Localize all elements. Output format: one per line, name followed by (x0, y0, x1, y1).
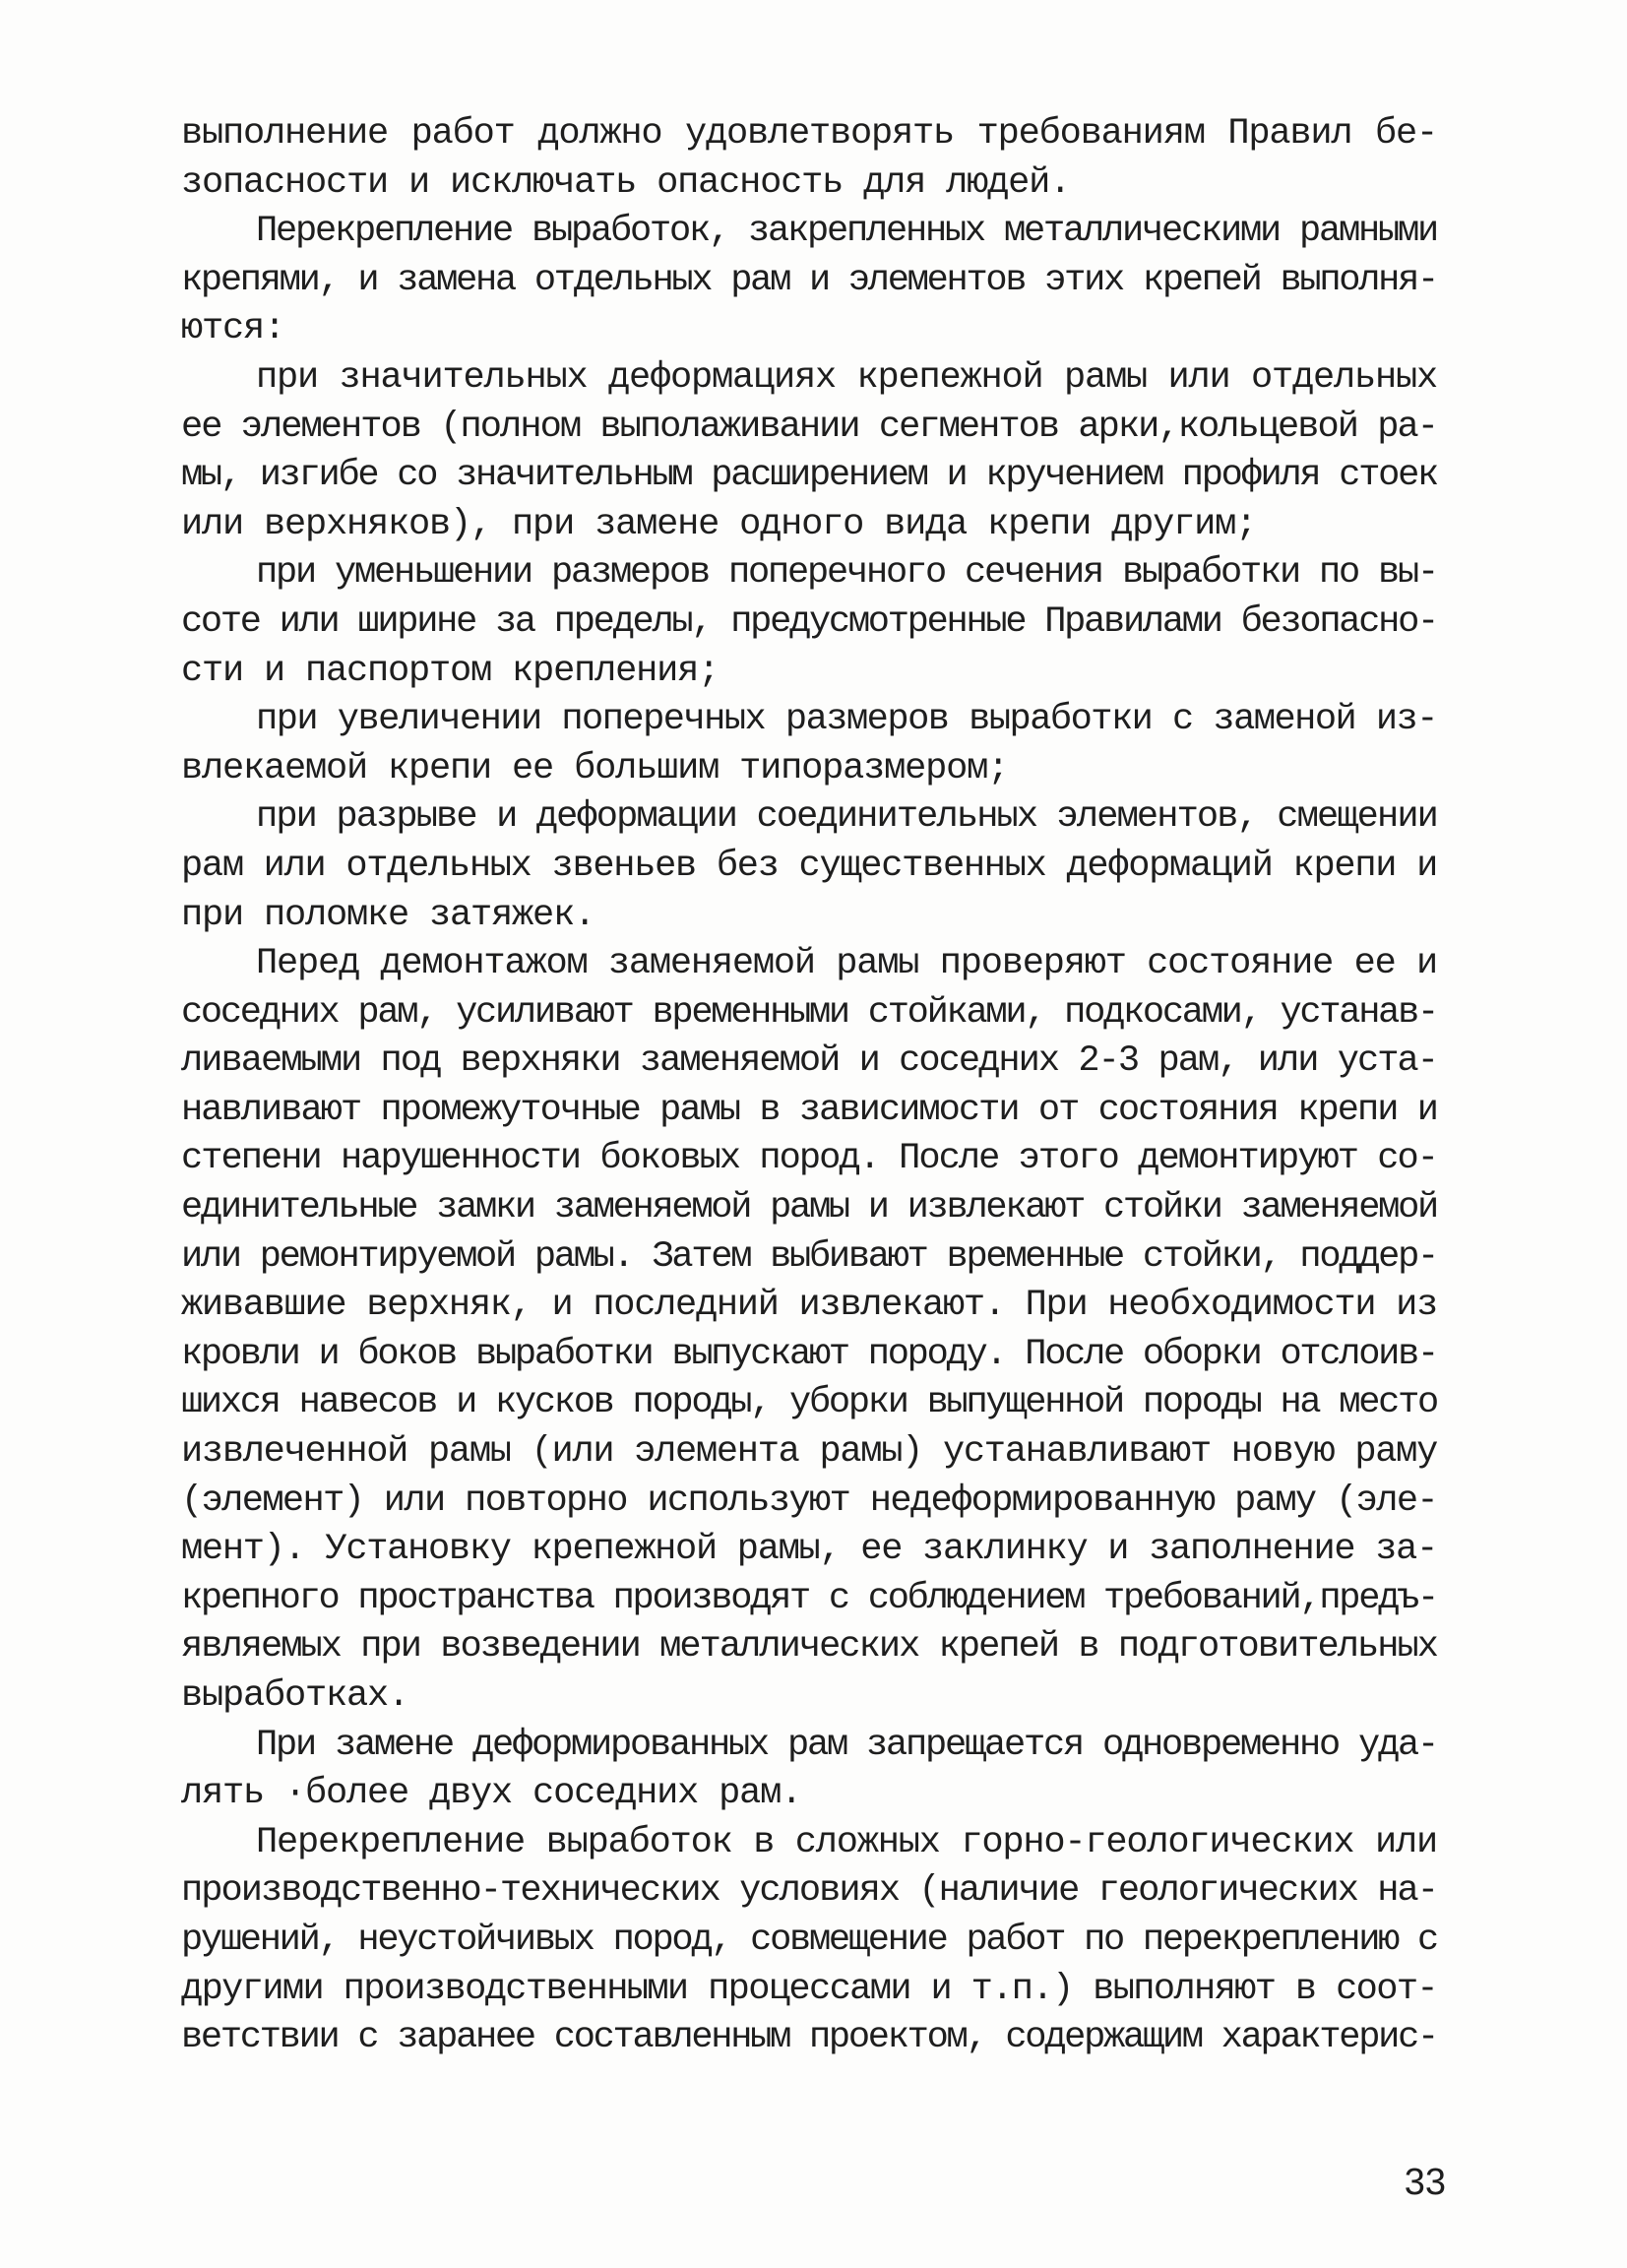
body-text (181, 110, 1437, 2063)
text-line: извлеченной рамы (или элемента рамы) устанавливают новую раму (181, 1431, 1437, 1474)
text-line: мент). Установку крепежной рамы, ее заклинку и заполнение за- (181, 1529, 1437, 1571)
text-line: другими производственными процессами и т.п.) выполняют в соот- (181, 1968, 1437, 2010)
text-line: влекаемой крепи ее большим типоразмером; (181, 747, 1009, 789)
text-line: рушений, неустойчивых пород, совмещение работ по перекреплению с (181, 1919, 1437, 1961)
text-line: Перед демонтажом заменяемой рамы проверяют состояние ее и (256, 943, 1437, 985)
text-line: при разрыве и деформации соединительных элементов, смещении (256, 796, 1437, 839)
text-line: ее элементов (полном выполаживании сегментов арки,кольцевой ра- (181, 406, 1437, 448)
text-line: соте или ширине за пределы, предусмотренные Правилами безопасно- (181, 600, 1437, 643)
text-line: Перекрепление выработок, закрепленных металлическими рамными (256, 211, 1437, 253)
text-line: при увеличении поперечных размеров выработки с заменой из- (256, 699, 1437, 741)
paragraph (181, 793, 1437, 940)
text-line: навливают промежуточные рамы в зависимости от состояния крепи и (181, 1089, 1437, 1131)
text-line: ветствии с заранее составленным проектом, содержащим характерис- (181, 2017, 1437, 2059)
page-number: 33 (1404, 2162, 1446, 2203)
text-line: ются: (181, 308, 285, 350)
text-line: выполнение работ должно удовлетворять требованиям Правил бе- (181, 113, 1437, 155)
text-line: соседних рам, усиливают временными стойками, подкосами, устанав- (181, 991, 1437, 1034)
text-line: кровли и боков выработки выпускают породу. После оборки отслоив- (181, 1333, 1437, 1375)
text-line: при значительных деформациях крепежной рамы или отдельных (256, 356, 1437, 399)
paragraph (181, 1819, 1437, 2063)
paragraph (181, 940, 1437, 1722)
text-line: Перекрепление выработок в сложных горно-геологических или (256, 1821, 1437, 1863)
text-line: (элемент) или повторно используют недеформированную раму (эле- (181, 1480, 1437, 1522)
text-line: единительные замки заменяемой рамы и извлекают стойки заменяемой (181, 1187, 1437, 1229)
paragraph (181, 354, 1437, 549)
paragraph (181, 110, 1437, 208)
paragraph (181, 208, 1437, 354)
text-line: рам или отдельных звеньев без существенных деформаций крепи и (181, 845, 1437, 887)
text-line: при уменьшении размеров поперечного сечения выработки по вы- (256, 552, 1437, 595)
paragraph (181, 1722, 1437, 1819)
text-line: крепного пространства производят с соблюдением требований,предъ- (181, 1577, 1437, 1619)
text-line: выработках. (181, 1675, 409, 1717)
text-line: являемых при возведении металлических крепей в подготовительных (181, 1626, 1437, 1669)
text-line: или ремонтируемой рамы. Затем выбивают временные стойки, поддер- (181, 1235, 1437, 1278)
text-line: или верхняков), при замене одного вида крепи другим; (181, 503, 1257, 545)
text-line: живавшие верхняк, и последний извлекают. При необходимости из (181, 1285, 1437, 1327)
text-line: при поломке затяжек. (181, 894, 595, 936)
text-line: сти и паспортом крепления; (181, 650, 720, 692)
text-line: крепями, и замена отдельных рам и элементов этих крепей выполня- (181, 259, 1437, 301)
text-line: производственно-технических условиях (наличие геологических на- (181, 1870, 1437, 1913)
paragraph (181, 549, 1437, 696)
text-line: степени нарушенности боковых пород. После этого демонтируют со- (181, 1138, 1437, 1180)
text-line: зопасности и исключать опасность для людей. (181, 161, 1071, 204)
text-line: ливаемыми под верхняки заменяемой и соседних 2-3 рам, или уста- (181, 1040, 1437, 1083)
paragraph (181, 696, 1437, 793)
text-line: шихся навесов и кусков породы, уборки выпущенной породы на место (181, 1382, 1437, 1424)
text-line: мы, изгибе со значительным расширением и кручением профиля стоек (181, 455, 1437, 497)
text-line: При замене деформированных рам запрещается одновременно уда- (256, 1724, 1437, 1766)
text-line: лять ·более двух соседних рам. (181, 1773, 802, 1815)
